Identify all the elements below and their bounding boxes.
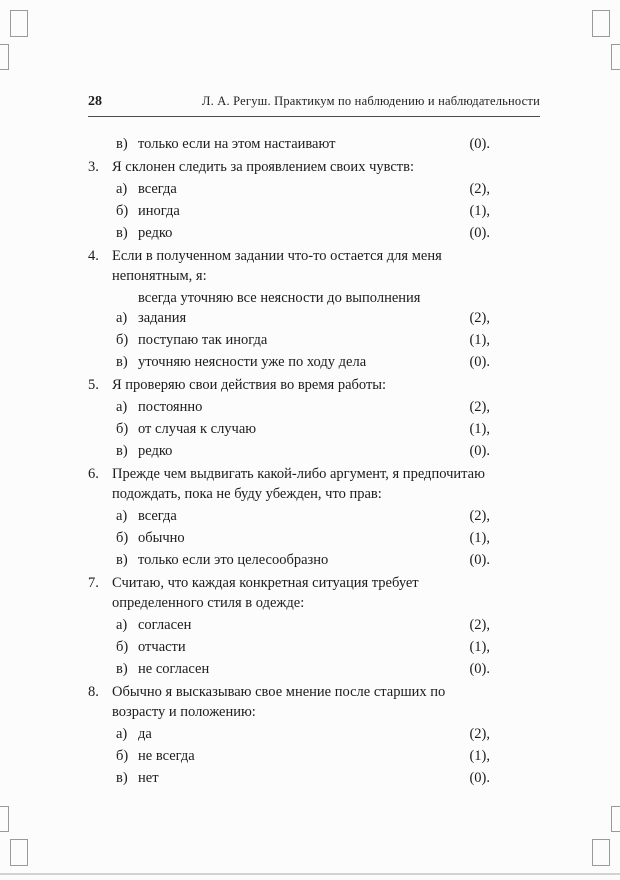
crop-mark — [592, 10, 610, 37]
option-score: (2), — [469, 181, 490, 197]
question-block — [88, 375, 490, 461]
question-row — [88, 157, 490, 177]
crop-mark — [10, 10, 28, 37]
option-text: иногда — [138, 203, 180, 219]
crop-mark — [0, 44, 9, 70]
option-score: (1), — [469, 748, 490, 764]
question-text: Если в полученном задании что-то остается для меня непонятным, я: — [112, 248, 442, 284]
option-score: (1), — [469, 530, 490, 546]
option-text: не всегда — [138, 748, 195, 764]
question-number: 7. — [88, 575, 99, 591]
option-score: (2), — [469, 617, 490, 633]
question-block — [88, 682, 490, 788]
option-text: редко — [138, 443, 173, 459]
question-row — [88, 573, 490, 613]
option-row — [88, 330, 490, 350]
option-label: б) — [116, 748, 129, 764]
crop-mark — [611, 44, 620, 70]
option-score: (0). — [469, 225, 490, 241]
question-block — [88, 573, 490, 679]
crop-mark — [0, 806, 9, 832]
option-text: всегда уточняю все неясности до выполнения задания — [138, 290, 421, 326]
option-text: отчасти — [138, 639, 186, 655]
option-text: только если это целесообразно — [138, 552, 329, 568]
question-text: Прежде чем выдвигать какой-либо аргумент, я предпочитаю подождать, пока не буду убежден, что прав: — [112, 466, 485, 502]
option-row — [88, 724, 490, 744]
option-row — [88, 419, 490, 439]
crop-mark — [611, 806, 620, 832]
option-row — [88, 506, 490, 526]
option-score: (0). — [469, 552, 490, 568]
option-row — [88, 397, 490, 417]
option-row — [88, 550, 490, 570]
running-title: Л. А. Регуш. Практикум по наблюдению и наблюдательности — [201, 94, 540, 108]
option-row — [88, 201, 490, 221]
option-label: б) — [116, 421, 129, 437]
option-label: в) — [116, 443, 128, 459]
option-label: в) — [116, 661, 128, 677]
option-label: а) — [116, 726, 128, 742]
option-text: постоянно — [138, 399, 203, 415]
question-block — [88, 246, 490, 372]
option-score: (0). — [469, 770, 490, 786]
option-row — [88, 441, 490, 461]
option-row — [88, 352, 490, 372]
option-label: в) — [116, 354, 128, 370]
running-header — [88, 94, 540, 117]
question-number: 5. — [88, 377, 99, 393]
option-score: (1), — [469, 639, 490, 655]
option-score: (2), — [469, 310, 490, 326]
question-number: 3. — [88, 159, 99, 175]
option-score: (1), — [469, 203, 490, 219]
option-text: редко — [138, 225, 173, 241]
question-row — [88, 464, 490, 504]
option-label: а) — [116, 508, 128, 524]
question-text: Я проверяю свои действия во время работы: — [112, 377, 387, 393]
option-score: (0). — [469, 136, 490, 152]
option-label: в) — [116, 136, 128, 152]
crop-mark — [592, 839, 610, 866]
question-row — [88, 246, 490, 286]
page-bottom-edge — [0, 873, 620, 875]
option-score: (2), — [469, 726, 490, 742]
question-row — [88, 375, 490, 395]
option-row — [88, 637, 490, 657]
option-row — [88, 223, 490, 243]
crop-mark — [10, 839, 28, 866]
option-label: б) — [116, 203, 129, 219]
option-score: (1), — [469, 421, 490, 437]
option-text: от случая к случаю — [138, 421, 257, 437]
option-label: а) — [116, 310, 128, 326]
question-row — [88, 682, 490, 722]
option-text: всегда — [138, 181, 177, 197]
option-text: только если на этом настаивают — [138, 136, 336, 152]
option-label: а) — [116, 617, 128, 633]
option-row — [88, 615, 490, 635]
option-text: поступаю так иногда — [138, 332, 268, 348]
option-label: а) — [116, 181, 128, 197]
option-text: всегда — [138, 508, 177, 524]
option-text: не согласен — [138, 661, 210, 677]
option-score: (0). — [469, 354, 490, 370]
question-number: 6. — [88, 466, 99, 482]
question-number: 8. — [88, 684, 99, 700]
question-block — [88, 157, 490, 243]
question-block — [88, 464, 490, 570]
option-text: да — [138, 726, 152, 742]
option-row — [88, 659, 490, 679]
option-label: б) — [116, 639, 129, 655]
page-number: 28 — [88, 94, 102, 109]
option-label: б) — [116, 332, 129, 348]
question-text: Считаю, что каждая конкретная ситуация требует определенного стиля в одежде: — [112, 575, 419, 611]
question-number: 4. — [88, 248, 99, 264]
questionnaire-body — [88, 134, 490, 788]
option-row — [88, 179, 490, 199]
option-row — [88, 746, 490, 766]
option-row — [88, 288, 490, 328]
option-label: в) — [116, 552, 128, 568]
option-row — [88, 528, 490, 548]
option-label: в) — [116, 225, 128, 241]
option-text: согласен — [138, 617, 192, 633]
option-row — [88, 768, 490, 788]
option-label: б) — [116, 530, 129, 546]
option-score: (0). — [469, 443, 490, 459]
option-text: уточняю неясности уже по ходу дела — [138, 354, 367, 370]
option-label: в) — [116, 770, 128, 786]
option-score: (2), — [469, 399, 490, 415]
option-score: (1), — [469, 332, 490, 348]
question-text: Я склонен следить за проявлением своих чувств: — [112, 159, 415, 175]
question-text: Обычно я высказываю свое мнение после старших по возрасту и положению: — [112, 684, 446, 720]
option-score: (2), — [469, 508, 490, 524]
continued-option-row — [88, 134, 490, 154]
option-text: обычно — [138, 530, 185, 546]
option-score: (0). — [469, 661, 490, 677]
option-text: нет — [138, 770, 159, 786]
option-label: а) — [116, 399, 128, 415]
